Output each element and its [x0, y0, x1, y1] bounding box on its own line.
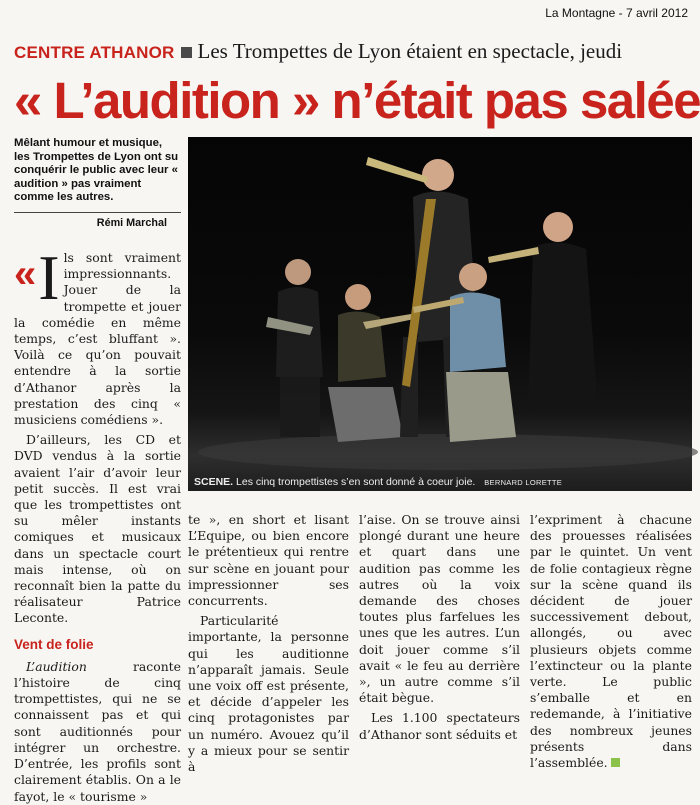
column-2-paragraph-1: te », en short et lisant L’Equipe, ou bien encore le prétentieux qui rentre sur scène en jouant pour impressionner ses concurrents. — [188, 512, 349, 609]
section-label: CENTRE ATHANOR — [14, 43, 175, 62]
kicker-square-icon — [181, 47, 192, 58]
column-4-text: l’expriment à chacune des prouesses réalisées par le quintet. Un vent de folie contagieux règne sur la scène quand ils décident de jouer successivement debout, allongés, ou avec plusieurs objets comme l’extincteur ou la plante verte. Le public s’emballe et en redemande, à l’initiative des nombreux jeunes présents dans l’assemblée. — [530, 512, 692, 771]
author-byline: Rémi Marchal — [14, 212, 181, 229]
musician-left — [266, 259, 323, 437]
column-2-paragraph-2: Particularité importante, la personne qui les auditionne n’apparaît jamais. Seule une voix off est présente, et décide d’appeler les cinq protagonistes par un numéro. Avouez qu’il y a mieux pour se sentir à — [188, 613, 349, 775]
kicker-text: Les Trompettes de Lyon étaient en spectacle, jeudi — [197, 39, 623, 63]
column-3-paragraph-2: Les 1.100 spectateurs d’Athanor sont séduits et — [359, 710, 520, 742]
article-column-4 — [530, 512, 692, 771]
paragraph-2: D’ailleurs, les CD et DVD vendus à la sortie avaient l’air d’avoir leur petit succès. Il est vrai que les trompettistes ont su mêler instants comiques et musicaux dans un spectacle court mais intense, où on reconnaît bien la patte du réalisateur Patrice Leconte. — [14, 432, 181, 626]
article-column-1 — [14, 242, 181, 805]
paragraph-3-text: raconte l’histoire de cinq trompettistes, qui ne se connaissent pas et qui sont auditionnés pour intégrer un orchestre. D’entrée, les profils sont clairement établis. On a le fayot, le « tourisme » — [14, 658, 181, 804]
photo-credit: BERNARD LORETTE — [484, 478, 563, 487]
article-column-3 — [359, 512, 520, 743]
paragraph-3-title: L’audition — [26, 658, 87, 674]
column-4-paragraph-1 — [530, 512, 692, 771]
kicker — [14, 38, 690, 66]
source-line: La Montagne - 7 avril 2012 — [545, 6, 688, 20]
column-3-paragraph-1: l’aise. On se trouve ainsi plongé durant une heure et quart dans une audition pas comme les autres où la voix demande des choses toutes plus farfelues les unes que les autres. L’un doit jouer comme s’il avait « le feu au derrière », un autre comme s’il était bègue. — [359, 512, 520, 706]
chapo: Mêlant humour et musique, les Trompettes de Lyon ont su conquérir le public avec leur « audition » pas vraiment comme les autres. — [14, 137, 179, 204]
end-square-icon — [611, 758, 620, 767]
caption-label: SCENE. — [194, 476, 234, 488]
stage-floor-glow — [198, 434, 698, 470]
dropcap — [14, 242, 60, 313]
lead-paragraph — [14, 242, 181, 428]
paragraph-3 — [14, 659, 181, 805]
dropcap-guillemet: « — [14, 252, 37, 296]
article-column-2 — [188, 512, 349, 775]
stage-photo-illustration — [188, 137, 692, 491]
stage-photo — [188, 137, 692, 491]
headline: « L’audition » n’était pas salée — [14, 72, 700, 129]
dropcap-letter: I — [38, 242, 60, 313]
subhead: Vent de folie — [14, 636, 94, 652]
paragraph-1-text: ls sont vraiment impressionnants. Jouer de la trompette et jouer la comédie en même temps, c’est bluffant ». Voilà ce qu’on pouvait entendre à la sortie d’Athanor après la prestation des cinq « musiciens comédiens ». — [14, 250, 181, 428]
photo-caption — [188, 473, 692, 491]
caption-text: Les cinq trompettistes s’en sont donné à coeur joie. — [236, 476, 476, 488]
